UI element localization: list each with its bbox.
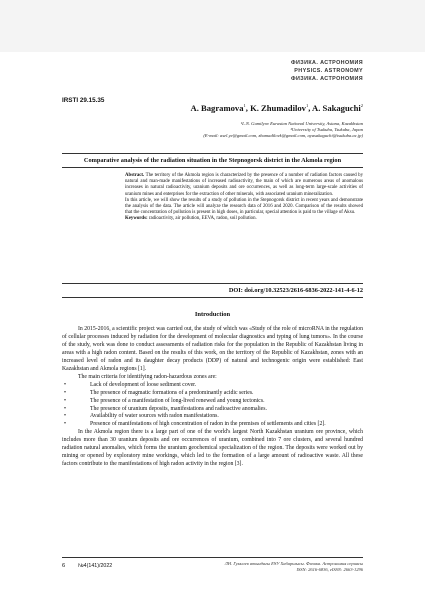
- abstract-text: The territory of the Akmola region is characterized by the presence of a number of radiation factors caused by natural and man-made manifestations of increased radioactivity, the main of which are numerous areas of anomalous increases in natural radioactivity, uranium deposits and ore occurrences, as well as long-term large-scale activities of uranium mines and enterprises for the extraction of other minerals, with associated uranium mineralization.: [125, 173, 363, 197]
- list-item-text: Availability of water sources with radon manifestations.: [90, 413, 219, 420]
- irsti-code: IRSTI 29.15.35: [62, 97, 105, 104]
- author-separator: ,: [308, 103, 313, 113]
- abstract-paragraph: In this article, we will show the results of a study of pollution in the Stepnogorsk district in recent years and demonstrate the analysis of the data. The article will analyze the research data of 2016 and 2020. Comparison of the results showed that the concentration of pollution is present in high doses, in particular, special attention is paid to the village of Aksu.: [125, 197, 363, 216]
- abstract: [125, 173, 363, 223]
- author-separator: ,: [245, 103, 251, 113]
- title-rule-top: [62, 153, 363, 154]
- bullet-icon: •: [64, 397, 67, 404]
- list-item-text: The presence of magmatic formations of a predominantly acidic series.: [90, 389, 254, 396]
- abstract-paragraph: [125, 173, 363, 198]
- affiliation-marker: 1: [243, 103, 246, 109]
- body-paragraph: In the Akmola region there is a large part of one of the world's largest North Kazakhstan uranium ore province, which includes more than 30 uranium deposits and ore occurrences of uranium, combined into 7 ore clusters, and several hundred radiation natural anomalies, which forms the uranium geochemical specialization of the region. The deposits were worked out by mining or opened by exploratory mine workings, which led to the formation of a large amount of radioactive waste. All these factors contribute to the manifestations of high radon activity in the region [3].: [62, 429, 363, 468]
- affiliation-marker: 2: [360, 103, 363, 109]
- journal-issn: ISSN: 2616-6836, eISSN: 2663-1296: [296, 567, 363, 573]
- keywords-label: Keywords:: [125, 216, 148, 222]
- author-name: A. Bagramova: [190, 103, 244, 113]
- journal-footer: [225, 561, 363, 573]
- section-label-ru: ФИЗИКА. АСТРОНОМИЯ: [291, 75, 363, 82]
- section-label-en: PHYSICS. ASTRONOMY: [294, 67, 363, 74]
- list-item: [62, 390, 363, 398]
- doi-link[interactable]: DOI: doi.org/10.32523/2616-6836-2022-141-4-6-12: [228, 287, 363, 294]
- bullet-icon: •: [64, 381, 67, 388]
- journal-name: ЛН. Гумилев атындағы ЕҰУ Хабаршысы. Физика. Астрономия сериясы: [224, 561, 363, 566]
- article-title: Comparative analysis of the radiation situation in the Stepnogorsk district in the Akmola region: [83, 157, 342, 164]
- bullet-icon: •: [64, 389, 67, 396]
- list-item-text: Presence of manifestations of high concentration of radon in the premises of settlements and cities [2].: [90, 421, 326, 428]
- bullet-icon: •: [64, 405, 67, 412]
- issue-number: №4(141)/2022: [78, 563, 113, 569]
- affiliation-line: ¹L.N. Gumilyov Eurasian National University, Astana, Kazakhstan: [240, 121, 363, 126]
- section-label-kk: ФИЗИКА. АСТРОНОМИЯ: [291, 60, 363, 66]
- header-band: [0, 0, 425, 52]
- list-item-text: The presence of a manifestation of long-lived renewed and young tectonics.: [90, 397, 265, 404]
- affiliation-marker: 1: [305, 103, 309, 109]
- affiliation-line: ²University of Tsukuba, Tsukuba, Japan: [290, 127, 363, 133]
- doi-rule-bottom: [62, 297, 363, 298]
- page-number: 6: [62, 563, 66, 569]
- article-body: [62, 326, 363, 469]
- journal-section-labels: [291, 60, 363, 83]
- title-rule-bottom: [62, 167, 363, 168]
- body-paragraph: The main criteria for identifying radon-hazardous zones are:: [78, 373, 217, 380]
- keywords-text: radioactivity, air pollution, EEVA, radon, soil pollution.: [148, 216, 257, 222]
- keywords: [125, 216, 363, 222]
- author-list: [191, 103, 363, 113]
- affiliations: [203, 121, 363, 139]
- list-item: [62, 382, 363, 390]
- section-heading: Introduction: [194, 311, 231, 318]
- author-emails: (E-mail: asel.ye@gmail.com, zhumadilovk@gmail.com, ayasakaguchi@tsukuba.ac.jp): [203, 133, 363, 139]
- author-name: A. Sakaguchi: [312, 103, 361, 113]
- bullet-icon: •: [64, 413, 67, 420]
- list-item-text: Lack of development of loose sediment cover.: [90, 381, 197, 388]
- list-item-text: The presence of uranium deposits, manifestations and radioactive anomalies.: [90, 405, 267, 412]
- author-name: K. Zhumadilov: [250, 103, 306, 113]
- body-paragraph: In 2015-2016, a scientific project was carried out, the study of which was «Study of the role of microRNA in the regulation of cellular processes induced by radiation for the development of molecular diagnostics and typing of lung tumors». In the course of the study, work was done to conduct assessments of radiation risks for the population in the Republic of Kazakhstan living in areas with a high radon content. Based on the results of this work, on the territory of the Republic of Kazakhstan, zones with an increased level of radon and its daughter decay products (DDP) of natural and technogenic origin were established: East Kazakhstan and Akmola regions [1].: [62, 326, 363, 372]
- footer-rule: [62, 557, 363, 558]
- list-item: [62, 421, 363, 429]
- abstract-label: Abstract.: [125, 173, 145, 178]
- bullet-icon: •: [64, 421, 67, 428]
- list-item: [62, 398, 363, 406]
- doi-rule: [62, 283, 363, 284]
- criteria-list: [62, 382, 363, 430]
